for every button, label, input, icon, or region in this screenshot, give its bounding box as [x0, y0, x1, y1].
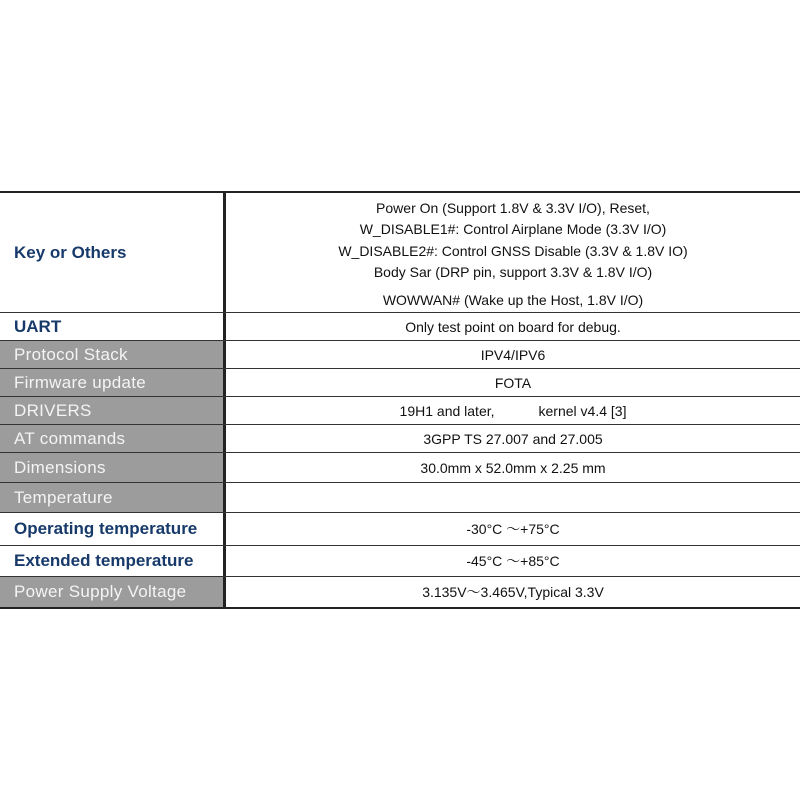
row-label: Operating temperature — [0, 513, 226, 545]
row-value — [226, 397, 800, 424]
row-label: DRIVERS — [0, 397, 226, 424]
row-label: AT commands — [0, 425, 226, 452]
table-row-power-supply-voltage — [0, 577, 800, 607]
row-label: UART — [0, 313, 226, 340]
table-row-dimensions — [0, 453, 800, 483]
row-label: Power Supply Voltage — [0, 577, 226, 607]
table-row-firmware-update — [0, 369, 800, 397]
table-row-at-commands — [0, 425, 800, 453]
drivers-value-b: kernel v4.4 [3] — [538, 402, 627, 419]
table-row-drivers — [0, 397, 800, 425]
table-row-uart — [0, 313, 800, 341]
table-row-temperature — [0, 483, 800, 513]
row-value — [226, 483, 800, 512]
row-value: IPV4/IPV6 — [480, 346, 546, 363]
row-value: 3.135V～3.465V,Typical 3.3V — [422, 584, 604, 600]
row-value: Only test point on board for debug. — [405, 318, 621, 335]
row-value: 3GPP TS 27.007 and 27.005 — [423, 430, 603, 447]
row-label: Extended temperature — [0, 546, 226, 576]
spec-table — [0, 191, 800, 609]
row-value: -45°C ～+85°C — [466, 553, 560, 569]
row-value: 30.0mm x 52.0mm x 2.25 mm — [420, 459, 606, 476]
value-line: W_DISABLE1#: Control Airplane Mode (3.3V I/O) — [359, 221, 667, 238]
value-line: Body Sar (DRP pin, support 3.3V & 1.8V I/O) — [373, 264, 653, 281]
row-label: Firmware update — [0, 369, 226, 396]
value-line: Power On (Support 1.8V & 3.3V I/O), Reset, — [376, 199, 650, 216]
value-line: WOWWAN# (Wake up the Host, 1.8V I/O) — [382, 291, 644, 308]
row-value: -30°C ～+75°C — [466, 521, 560, 537]
value-line: W_DISABLE2#: Control GNSS Disable (3.3V & 1.8V IO) — [338, 242, 688, 259]
row-value — [226, 193, 800, 312]
row-value: FOTA — [494, 374, 532, 391]
row-label: Protocol Stack — [0, 341, 226, 368]
row-label: Key or Others — [0, 193, 226, 312]
row-label: Dimensions — [0, 453, 226, 482]
drivers-value-a: 19H1 and later, — [399, 402, 495, 419]
row-label: Temperature — [0, 483, 226, 512]
table-row-extended-temperature — [0, 546, 800, 577]
table-row-protocol-stack — [0, 341, 800, 369]
table-row-key-or-others — [0, 193, 800, 313]
table-row-operating-temperature — [0, 513, 800, 546]
